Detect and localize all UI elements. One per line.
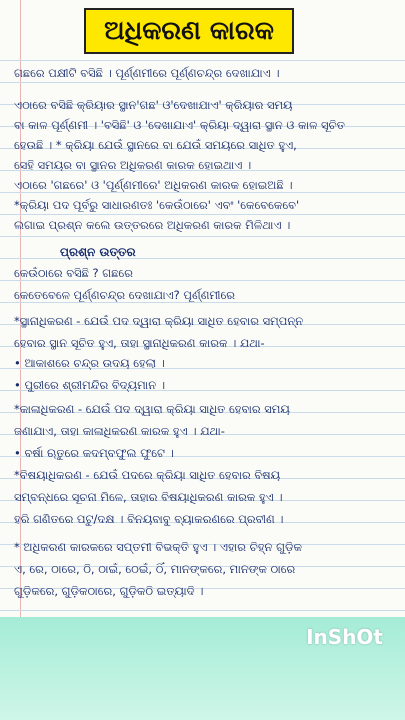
line-5: ସେହି ସମୟର ବା ସ୍ଥାନର ଅଧିକରଣ କାରକ ହୋଇଥାଏ । — [14, 158, 252, 172]
ruled-line — [0, 610, 405, 611]
subject-locative-def: ସମ୍ବନ୍ଧରେ ସୂଚନା ମିଳେ, ତାହାର ବିଷୟାଧିକରଣ କାରକ ହୁଏ । — [14, 490, 283, 504]
qa-row-2: କେତେବେଳେ ପୂର୍ଣ୍ଣଚନ୍ଦ୍ର ଦେଖାଯାଏ? ପୂର୍ଣ୍ଣମୀରେ — [14, 288, 235, 302]
ruled-line — [0, 214, 405, 215]
line-7: *କ୍ରିୟା ପଦ ପୂର୍ବରୁ ସାଧାରଣତଃ 'କେଉଁଠାରେ' ଏବଂ 'କେବେକେବେ' — [14, 198, 300, 212]
line-4: ହେଉଛି । * କ୍ରିୟା ଯେଉଁ ସ୍ଥାନରେ ବା ଯେଉଁ ସମୟରେ ସାଧିତ ହୁଏ, — [14, 138, 297, 152]
summary-line-1: * ଅଧିକରଣ କାରକରେ ସପ୍ତମୀ ବିଭକ୍ତି ହୁଏ । ଏହାର ଚିହ୍ନ ଗୁଡ଼ିକ — [14, 540, 302, 554]
subject-example: ହରି ଗଣିତରେ ପଟୁ/ଦକ୍ଷ । ବିନୟବାବୁ ବ୍ୟାକରଣରେ ପ୍ରବୀଣ । — [14, 512, 284, 526]
page-title: ଅଧିକରଣ କାରକ — [104, 15, 274, 46]
ruled-line — [0, 236, 405, 237]
line-2: ଏଠାରେ ବସିଛି କ୍ରିୟାର ସ୍ଥାନ'ଗଛ' ଓ'ଦେଖାଯାଏ' କ୍ରିୟାର ସମୟ — [14, 98, 293, 112]
time-locative-def: ଜଣାଯାଏ, ତାହା କାଳାଧିକରଣ କାରକ ହୁଏ । ଯଥା- — [14, 424, 225, 438]
inshot-watermark: InShOt — [306, 625, 383, 649]
summary-line-3: ଗୁଡ଼ିକରେ, ଗୁଡ଼ିକଠାରେ, ଗୁଡ଼ିକଠି ଇତ୍ୟାଦି । — [14, 584, 204, 598]
time-example: • ବର୍ଷା ଋତୁରେ କଦମ୍ବଫୁଲ ଫୁଟେ । — [14, 446, 174, 460]
line-8: ଲଗାଇ ପ୍ରଶ୍ନ କଲେ ଉତ୍ତରରେ ଅଧିକରଣ କାରକ ମିଳିଥାଏ । — [14, 218, 291, 232]
qa-header: ପ୍ରଶ୍ନ ଉତ୍ତର — [60, 245, 136, 259]
qa-row-1: କେଉଁଠାରେ ବସିଛି ? ଗଛରେ — [14, 266, 133, 280]
ruled-line — [0, 82, 405, 83]
time-locative-heading: *କାଳାଧିକରଣ - ଯେଉଁ ପଦ ଦ୍ୱାରା କ୍ରିୟା ସାଧିତ ହେବାର ସମୟ — [14, 402, 290, 416]
line-6: ଏଠାରେ 'ଗଛରେ' ଓ 'ପୂର୍ଣ୍ଣମୀରେ' ଅଧିକରଣ କାରକ ହୋଇଅଛି । — [14, 178, 293, 192]
title-banner — [84, 8, 294, 54]
place-example-1: • ଆକାଶରେ ଚନ୍ଦ୍ର ଉଦୟ ହେଲା । — [14, 356, 165, 370]
summary-line-2: ଏ, ରେ, ଠାରେ, ଠି, ଠାଇଁ, ଠେଇଁ, ଠିଁ, ମାନଙ୍କରେ, ମାନଙ୍କ ଠାରେ — [14, 562, 296, 576]
line-1: ଗଛରେ ପକ୍ଷୀଟି ବସିଛି । ପୂର୍ଣ୍ଣମୀରେ ପୂର୍ଣ୍ଣଚନ୍ଦ୍ର ଦେଖାଯାଏ । — [14, 66, 280, 80]
place-locative-def: ହେବାର ସ୍ଥାନ ସୂଚିତ ହୁଏ, ତାହା ସ୍ଥାନାଧିକରଣ କାରକ । ଯଥା- — [14, 336, 265, 350]
line-3: ବା କାଳ ପୂର୍ଣ୍ଣମୀ । 'ବସିଛି' ଓ 'ଦେଖାଯାଏ' କ୍ରିୟା ଦ୍ୱାରା ସ୍ଥାନ ଓ କାଳ ସୂଚିତ — [14, 118, 345, 132]
ruled-line — [0, 60, 405, 61]
place-locative-heading: *ସ୍ଥାନାଧିକରଣ - ଯେଉଁ ପଦ ଦ୍ୱାରା କ୍ରିୟା ସାଧିତ ହେବାର ସମ୍ପନ୍ନ — [14, 314, 304, 328]
subject-locative-heading: *ବିଷୟାଧିକରଣ - ଯେଉଁ ପଦରେ କ୍ରିୟା ସାଧିତ ହେବାର ବିଷୟ — [14, 468, 281, 482]
place-example-2: • ପୁରୀରେ ଶ୍ରୀମନ୍ଦିର ବିଦ୍ୟମାନ । — [14, 378, 166, 392]
